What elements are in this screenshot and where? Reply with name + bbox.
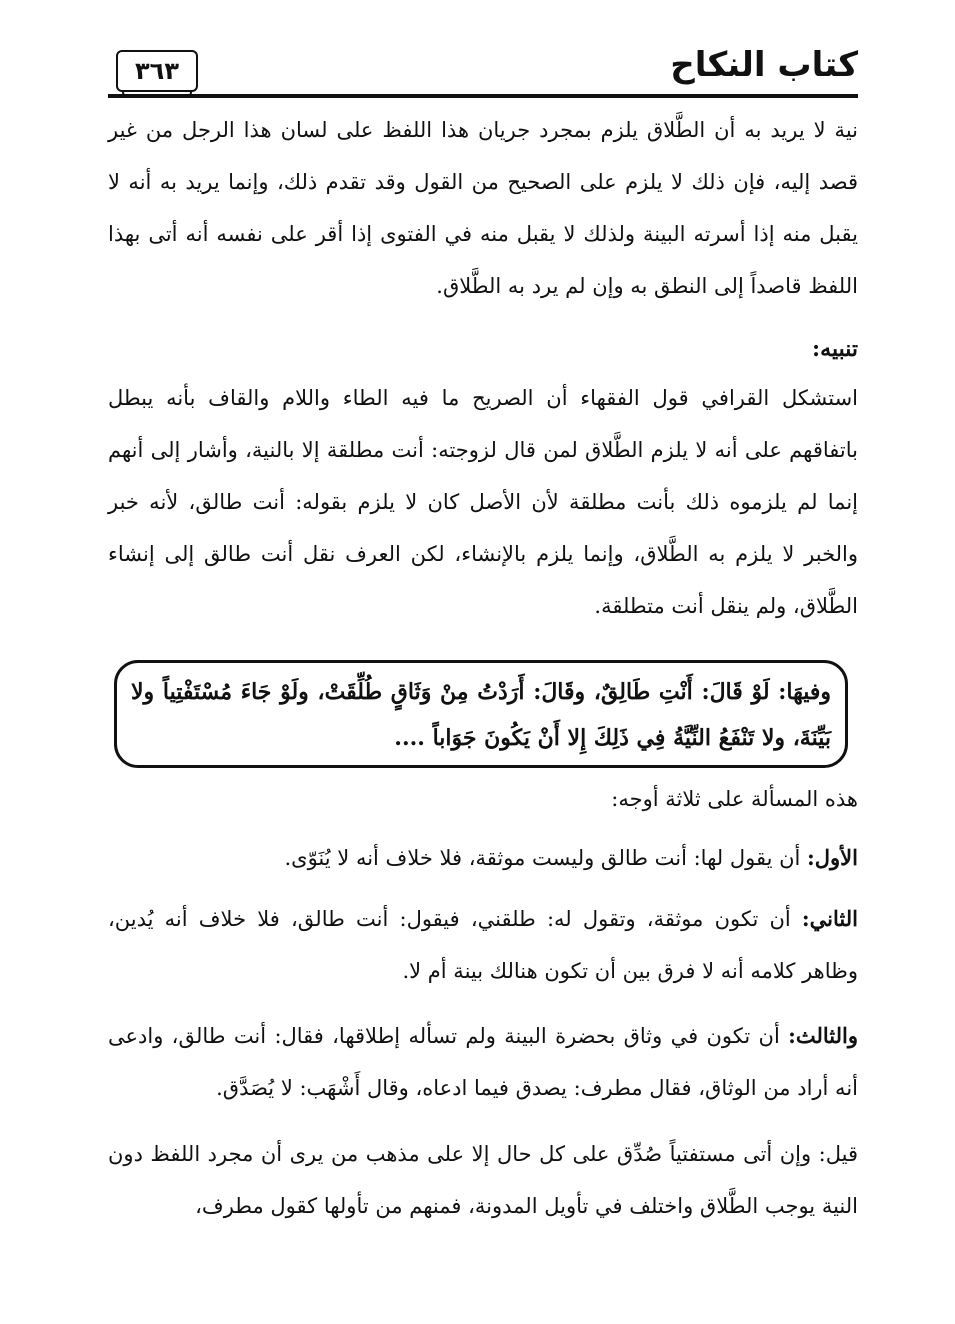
quoted-text-box <box>114 660 848 768</box>
first-case <box>108 832 858 884</box>
first-case-block <box>108 832 858 884</box>
paragraph-1-block <box>108 104 858 312</box>
quoted-text: وفيهَا: لَوْ قَالَ: أَنْتِ طَالِقٌ، وقَالَ: أَرَدْتُ مِنْ وَثَاقٍ طُلِّقَتْ، ولَوْ جَاءَ مُسْتَفْتِياً ولا بَيِّنَةَ، ولا تَنْفَعُ النِّيَّةُ فِي ذَلِكَ إِلا أَنْ يَكُونَ جَوَاباً .... <box>131 679 831 751</box>
last-paragraph: قيل: وإن أتى مستفتياً صُدِّق على كل حال إلا على مذهب من يرى أن مجرد اللفظ دون النية يوجب الطَّلاق واختلف في تأويل المدونة، فمنهم من تأولها كقول مطرف، <box>108 1142 858 1218</box>
page-header <box>108 40 858 98</box>
intro-line: هذه المسألة على ثلاثة أوجه: <box>611 787 858 811</box>
second-case-lead: الثاني: <box>801 906 858 931</box>
last-paragraph-block <box>108 1128 858 1232</box>
page-number: ٣٦٣ <box>135 57 179 85</box>
third-case-lead: والثالث: <box>788 1023 858 1048</box>
paragraph-1: نية لا يريد به أن الطَّلاق يلزم بمجرد جريان هذا اللفظ على لسان هذا الرجل من غير قصد إليه، فإن ذلك لا يلزم على الصحيح من القول وقد تقدم ذلك، وإنما يريد به أنه لا يقبل منه إذا أسرته البينة ولذلك لا يقبل منه في الفتوى إذا أقر على نفسه أنه أتى بهذا اللفظ قاصداً إلى النطق به وإن لم يرد به الطَّلاق. <box>108 118 858 298</box>
third-case-text: أن تكون في وثاق بحضرة البينة ولم تسأله إطلاقها، فقال: أنت طالق، وادعى أنه أراد من الوثاق، فقال مطرف: يصدق فيما ادعاه، وقال أَشْهَب: لا يُصَدَّق. <box>108 1024 858 1100</box>
second-case <box>108 893 858 997</box>
paragraph-2: استشكل القرافي قول الفقهاء أن الصريح ما فيه الطاء واللام والقاف بأنه يبطل باتفاقهم على أنه لا يلزم الطَّلاق لمن قال لزوجته: أنت مطلقة إلا بالنية، وأشار إلى أنهم إنما لم يلزموه ذلك بأنت مطلقة لأن الأصل كان لا يلزم بقوله: أنت طالق، لأنه خبر والخبر لا يلزم به الطَّلاق، وإنما يلزم بالإنشاء، لكن العرف نقل أنت طالق إلى إنشاء الطَّلاق، ولم ينقل أنت متطلقة. <box>108 386 858 618</box>
third-case <box>108 1010 858 1114</box>
second-case-text: أن تكون موثقة، وتقول له: طلقني، فيقول: أنت طالق، فلا خلاف أنه يُدين، وظاهر كلامه أنه لا فرق بين أن تكون هنالك بينة أم لا. <box>108 907 858 983</box>
header-rule <box>108 94 858 98</box>
chapter-title: كتاب النكاح <box>670 45 858 85</box>
section-heading: تنبيه: <box>812 336 858 362</box>
paragraph-2-block <box>108 372 858 632</box>
first-case-text: أن يقول لها: أنت طالق وليست موثقة، فلا خلاف أنه لا يُنَوّى. <box>284 846 808 870</box>
intro-line-block <box>108 773 858 825</box>
second-case-block <box>108 893 858 997</box>
third-case-block <box>108 1010 858 1114</box>
page-number-box <box>116 50 198 92</box>
first-case-lead: الأول: <box>807 845 858 870</box>
